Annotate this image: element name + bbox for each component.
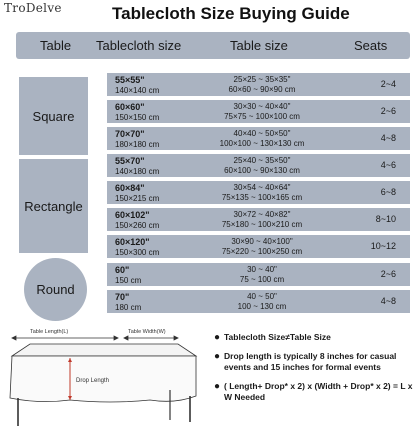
row-seats: 4~8 <box>380 133 396 143</box>
row-table-in: 40×40 ~ 50×50" <box>233 129 291 138</box>
row-table-in: 30×72 ~ 40×82" <box>233 210 291 219</box>
row-seats: 6~8 <box>380 187 396 197</box>
row-size-in: 55×70" <box>115 156 145 166</box>
row-seats: 4~6 <box>380 160 396 170</box>
row-size-in: 55×55" <box>115 75 145 85</box>
row-table-cm: 75×135 ~ 100×165 cm <box>221 193 303 202</box>
size-row <box>107 290 410 313</box>
bullet-icon: ● <box>214 351 221 362</box>
row-seats: 10~12 <box>370 241 396 251</box>
size-row <box>107 154 410 177</box>
row-table-in: 30×30 ~ 40×40" <box>233 102 291 111</box>
row-seats: 8~10 <box>375 214 396 224</box>
row-table-cm: 75×220 ~ 100×250 cm <box>221 247 303 256</box>
size-row <box>107 235 410 258</box>
row-size-in: 60×84" <box>115 183 145 193</box>
length-arrow-left <box>12 336 16 340</box>
bullet-icon: ● <box>214 381 221 392</box>
note-text: Drop length is typically 8 inches for casual events and 15 inches for formal events <box>224 351 397 372</box>
table-header <box>16 32 410 59</box>
bullet-icon: ● <box>214 332 221 343</box>
header-table: Table <box>40 38 72 53</box>
note-text: Tablecloth Size≠Table Size <box>224 332 331 342</box>
size-row <box>107 100 410 123</box>
brand-logo: TroDelve <box>4 1 62 15</box>
row-table-cm: 60×60 ~ 90×90 cm <box>228 85 296 94</box>
shape-round: Round <box>24 258 87 321</box>
length-label: Table Length(L) <box>30 329 69 335</box>
row-size-in: 60×60" <box>115 102 145 112</box>
notes-list <box>214 332 414 411</box>
row-size-in: 60×102" <box>115 210 150 220</box>
row-size-cm: 150×215 cm <box>115 194 160 203</box>
size-row <box>107 73 410 96</box>
row-table-in: 30×90 ~ 40×100" <box>231 237 293 246</box>
row-seats: 2~4 <box>380 79 396 89</box>
row-table-cm: 100×100 ~ 130×130 cm <box>219 139 305 148</box>
shape-square: Square <box>19 77 88 155</box>
row-size-cm: 180×180 cm <box>115 140 160 149</box>
page-title: Tablecloth Size Buying Guide <box>112 4 350 23</box>
row-size-cm: 140×140 cm <box>115 86 160 95</box>
header-tablecloth-size: Tablecloth size <box>96 38 182 53</box>
row-table-cm: 75×75 ~ 100×100 cm <box>224 112 300 121</box>
row-size-cm: 150 cm <box>115 276 142 285</box>
note-item <box>214 381 414 403</box>
size-row <box>107 127 410 150</box>
width-arrow-right <box>174 336 178 340</box>
row-size-in: 60" <box>115 265 130 275</box>
tablecloth-diagram <box>0 322 205 430</box>
note-item <box>214 332 414 343</box>
row-size-cm: 140×180 cm <box>115 167 160 176</box>
row-size-in: 60×120" <box>115 237 150 247</box>
size-row <box>107 263 410 286</box>
width-arrow-left <box>124 336 128 340</box>
note-text: ( Length+ Drop* x 2) x (Width + Drop* x 2) = L x W Needed <box>224 381 413 402</box>
row-table-cm: 100 ~ 130 cm <box>237 302 287 311</box>
row-size-in: 70×70" <box>115 129 145 139</box>
drop-label: Drop Length <box>76 378 110 384</box>
row-size-cm: 150×150 cm <box>115 113 160 122</box>
row-size-cm: 150×300 cm <box>115 248 160 257</box>
width-label: Table Width(W) <box>128 329 166 335</box>
size-row <box>107 181 410 204</box>
header-table-size: Table size <box>230 38 288 53</box>
length-arrow-right <box>114 336 118 340</box>
note-item <box>214 351 414 373</box>
size-row <box>107 208 410 231</box>
row-size-cm: 150×260 cm <box>115 221 160 230</box>
tabletop <box>12 344 196 356</box>
row-table-in: 40 ~ 50" <box>247 292 277 301</box>
row-seats: 2~6 <box>380 269 396 279</box>
row-table-in: 30×54 ~ 40×64" <box>233 183 291 192</box>
row-table-in: 30 ~ 40" <box>247 265 277 274</box>
row-size-in: 70" <box>115 292 130 302</box>
row-table-cm: 60×100 ~ 90×130 cm <box>224 166 300 175</box>
row-seats: 4~8 <box>380 296 396 306</box>
row-table-cm: 75 ~ 100 cm <box>239 275 285 284</box>
shape-rectangle: Rectangle <box>19 159 88 253</box>
row-seats: 2~6 <box>380 106 396 116</box>
header-seats: Seats <box>354 38 388 53</box>
row-table-cm: 75×180 ~ 100×210 cm <box>221 220 303 229</box>
row-table-in: 25×40 ~ 35×50" <box>233 156 291 165</box>
row-table-in: 25×25 ~ 35×35" <box>233 75 291 84</box>
row-size-cm: 180 cm <box>115 303 142 312</box>
